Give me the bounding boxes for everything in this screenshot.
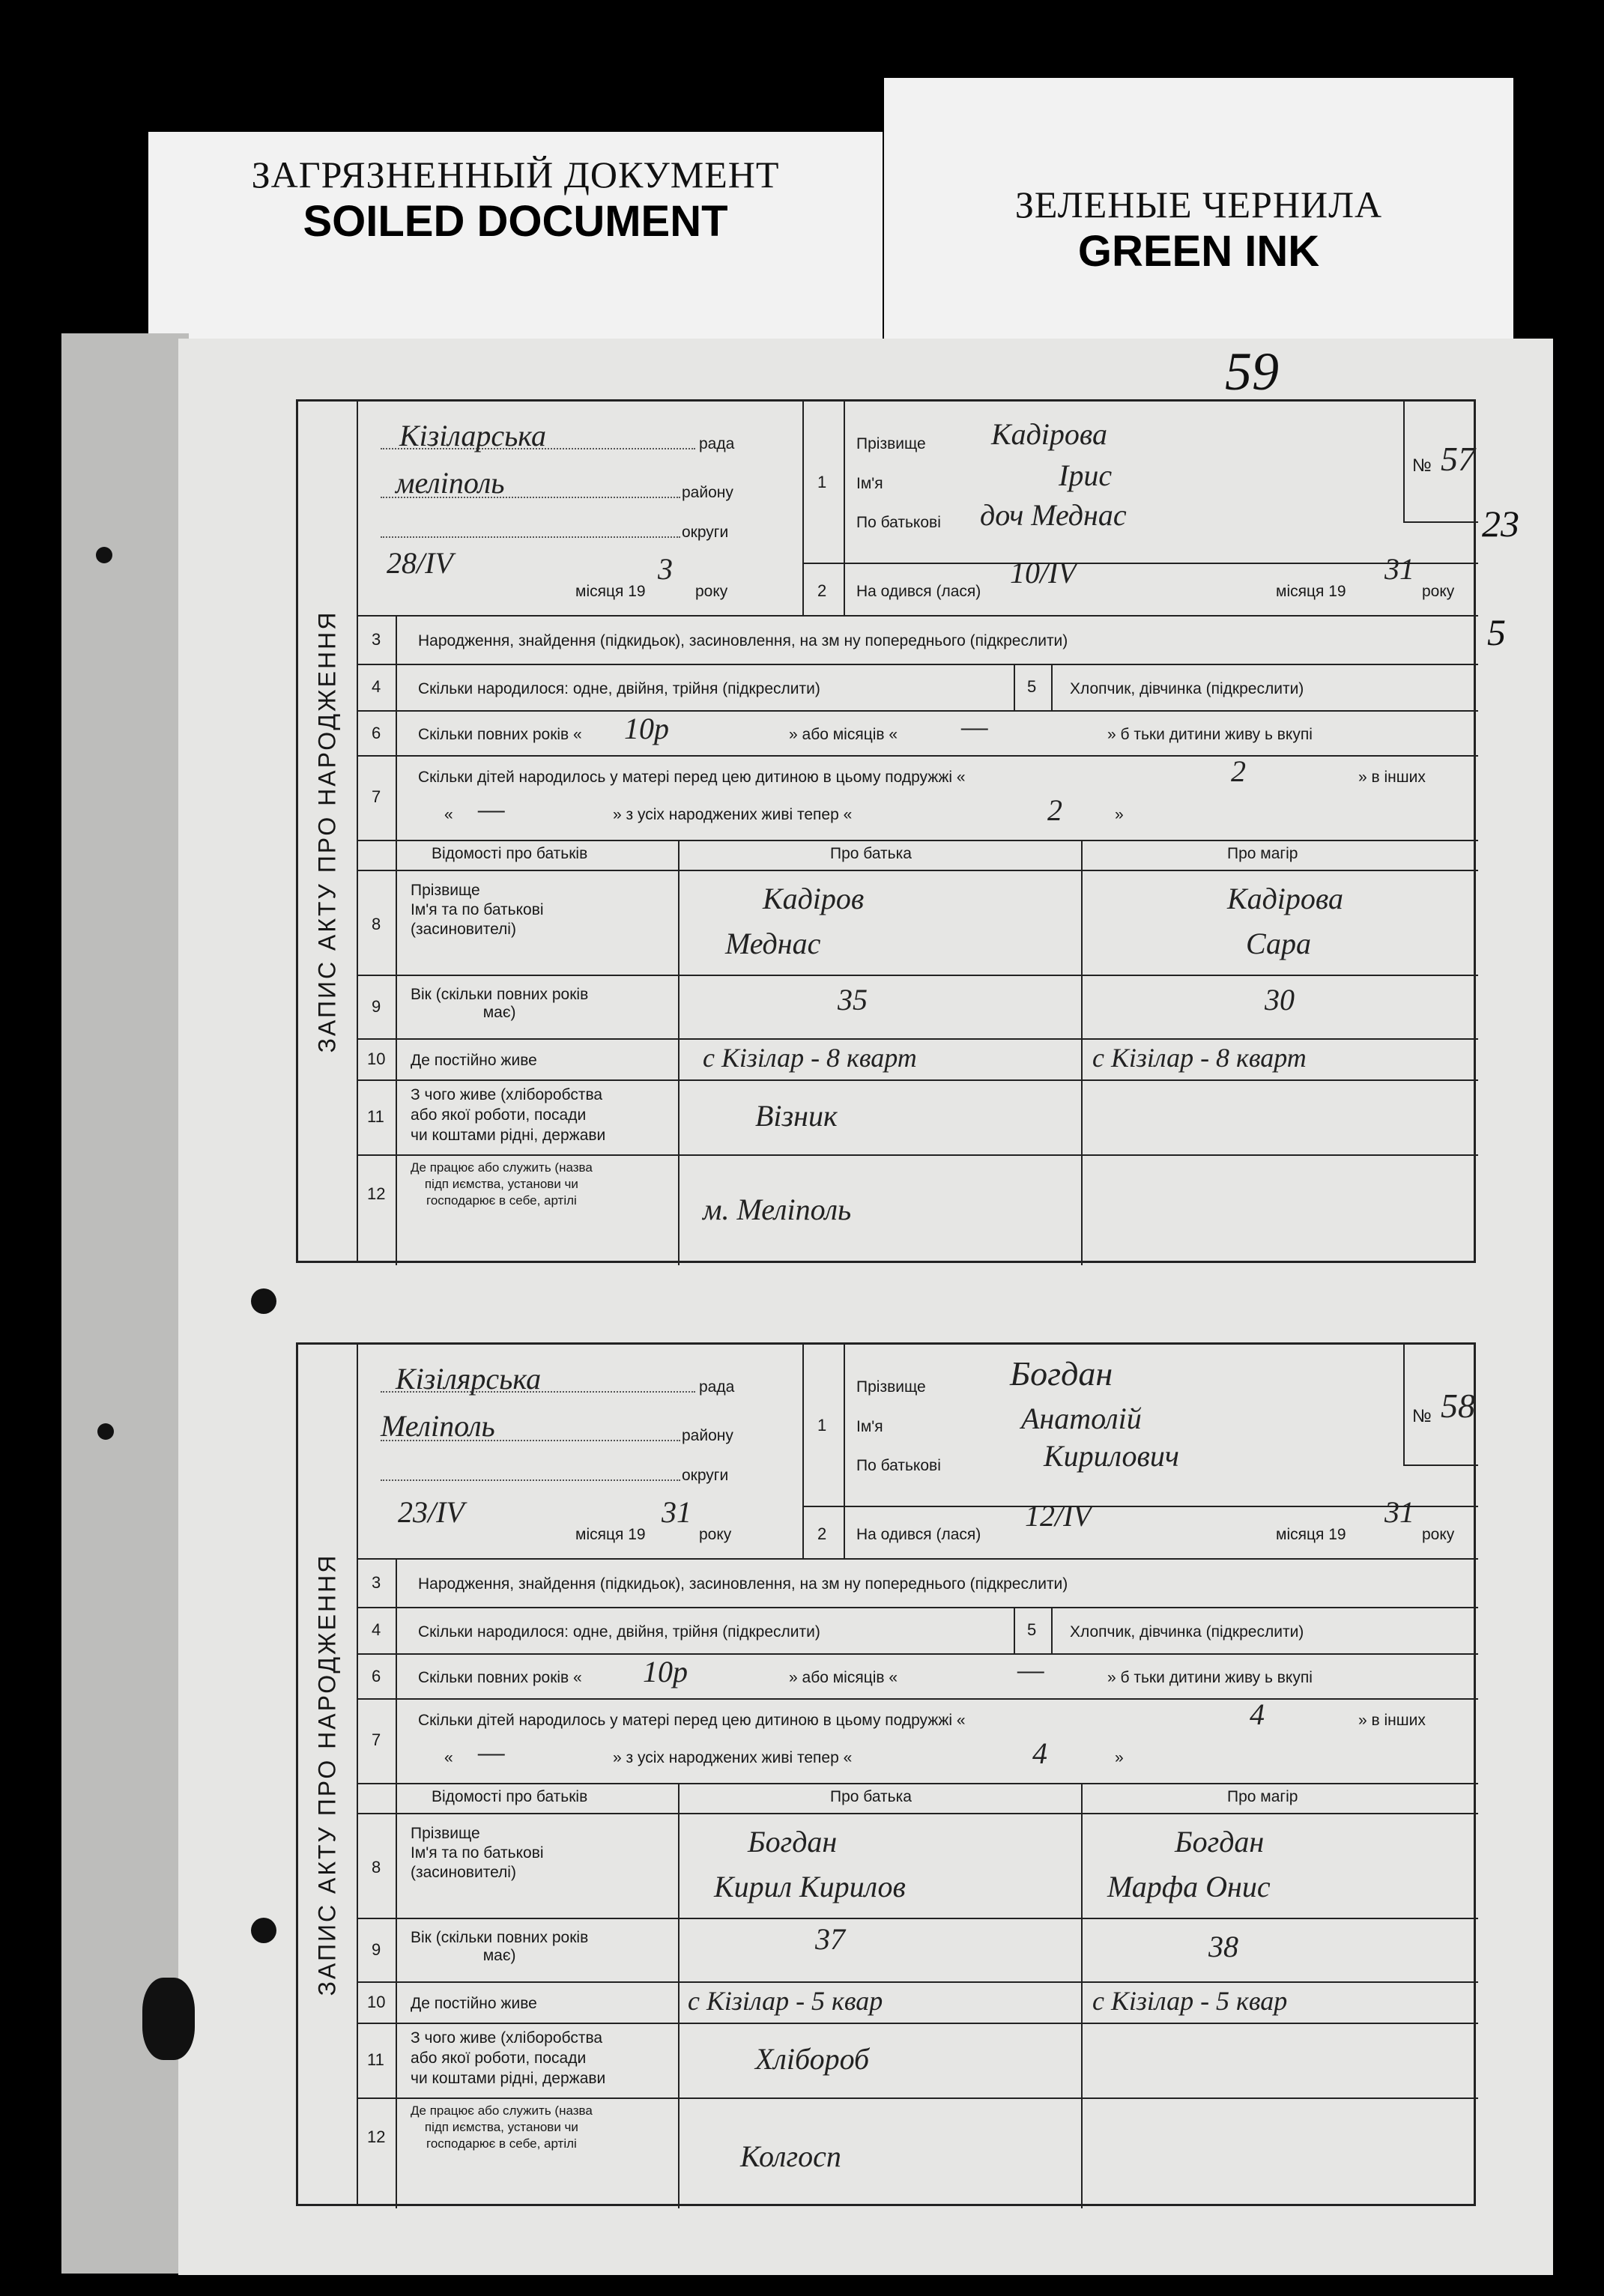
birth-year: 31 <box>1384 552 1414 586</box>
father-work: м. Меліполь <box>703 1193 852 1226</box>
months-value: — <box>1017 1653 1044 1686</box>
father-residence: с Кізілар - 5 квар <box>688 1986 883 2016</box>
soiled-label-ru: ЗАГРЯЗНЕННЫЙ ДОКУМЕНТ <box>251 154 780 196</box>
ink-stain <box>142 1978 195 2060</box>
registration-day: 23/IV <box>398 1495 464 1529</box>
soiled-label-en: SOILED DOCUMENT <box>303 197 728 246</box>
father-work: Колгосп <box>740 2139 841 2173</box>
full-years-value: 10р <box>643 1655 688 1688</box>
birth-day: 12/IV <box>1025 1499 1092 1533</box>
mother-surname: Богдан <box>1175 1825 1265 1859</box>
binding-hole <box>251 1918 276 1943</box>
child-surname: Богдан <box>1010 1354 1113 1393</box>
soiled-document-label <box>148 132 883 351</box>
full-years-value: 10р <box>624 712 669 745</box>
father-surname: Кадіров <box>763 882 865 915</box>
registration-year: 31 <box>662 1495 691 1529</box>
page-number: 59 <box>1225 342 1279 402</box>
mother-surname: Кадірова <box>1227 882 1343 915</box>
birth-year: 31 <box>1384 1495 1414 1529</box>
green-ink-label <box>884 78 1513 340</box>
record-number: 57 <box>1441 440 1475 478</box>
child-name: Анатолій <box>1021 1402 1142 1435</box>
registration-year: 3 <box>658 552 673 586</box>
father-age: 37 <box>815 1922 845 1956</box>
rada-value: Кізілярська <box>396 1362 542 1396</box>
birth-day: 10/IV <box>1010 556 1077 590</box>
child-patronymic: доч Меднас <box>980 498 1127 532</box>
children-alive-value: 4 <box>1032 1736 1047 1770</box>
record-sidebar: ЗАПИС АКТУ ПРО НАРОДЖЕННЯ <box>298 402 358 1261</box>
side-number: 5 <box>1487 611 1506 653</box>
mother-name: Марфа Онис <box>1107 1870 1271 1903</box>
father-name: Кирил Кирилов <box>714 1870 906 1903</box>
green-ink-label-ru: ЗЕЛЕНЫЕ ЧЕРНИЛА <box>1014 184 1383 225</box>
mother-age: 38 <box>1208 1930 1238 1963</box>
rada-value: Кізіларська <box>399 419 546 452</box>
months-value: — <box>961 709 988 743</box>
mother-name: Сара <box>1246 927 1311 960</box>
binding-hole <box>251 1288 276 1314</box>
rayon-value: меліполь <box>396 466 505 500</box>
child-name: Ірис <box>1059 458 1113 492</box>
child-surname: Кадірова <box>991 417 1107 451</box>
binding-hole <box>96 547 112 563</box>
record-sidebar: ЗАПИС АКТУ ПРО НАРОДЖЕННЯ <box>298 1345 358 2204</box>
mother-residence: с Кізілар - 8 кварт <box>1092 1043 1307 1073</box>
side-number: 23 <box>1482 503 1519 545</box>
children-before-value: 4 <box>1250 1697 1265 1731</box>
father-residence: с Кізілар - 8 кварт <box>703 1043 917 1073</box>
father-surname: Богдан <box>748 1825 838 1859</box>
rayon-value: Меліполь <box>381 1409 495 1443</box>
father-occupation: Візник <box>755 1099 838 1133</box>
father-name: Меднас <box>725 927 821 960</box>
children-before-value: 2 <box>1231 754 1246 788</box>
father-age: 35 <box>838 983 868 1017</box>
registration-day: 28/IV <box>387 546 453 580</box>
children-other-value: — <box>478 1735 505 1769</box>
children-alive-value: 2 <box>1047 793 1062 827</box>
record-number: 58 <box>1441 1387 1475 1425</box>
binding-hole <box>97 1423 114 1440</box>
birth-record-2: ЗАПИС АКТУ ПРО НАРОДЖЕННЯ 1 2 № 58 Кізілярська рада Меліполь району округи 23/IV місяця 19 31 року Прізвище Богдан Ім'я Анатолій По батькові Кирилович На одився (лася) 12/IV місяця 19 31 року 3 Народження, знайдення (підкидьок), засиновлення, на зм ну попереднього (підкреслити) 4 Скільки народилося: одне, двійня, трійня (підкреслити) 5 Хлопчик, дівчинка (підкреслити) 6 Скільки повних років « 10р » або місяців « — » б тьки дитини живу ь вкупі 7 Скільки дітей народилось у матері перед цею дитиною в цьому подружжі « 4 » в інших « — » з усіх народжених живі тепер « 4 » Відомості про батьків Про батька Про магір 8 Прізвище Ім'я та по батькові (засиновителі) Богдан Кирил Кирилов Богдан Марфа Онис 9 Вік (скільки повних років має) 37 38 10 Де постійно живе с Кізілар - 5 квар с Кізілар - 5 квар 11 З чого живе (хліборобства або якої роботи, посади чи коштами рідні, держави Хлібороб 12 Де працює або служить (назва підп иємства, установи чи господарює в себе, артілі Колгосп <box>296 1342 1476 2206</box>
green-ink-label-en: GREEN INK <box>1077 227 1320 276</box>
mother-age: 30 <box>1265 983 1295 1017</box>
father-occupation: Хлібороб <box>755 2042 870 2076</box>
mother-residence: с Кізілар - 5 квар <box>1092 1986 1288 2016</box>
children-other-value: — <box>478 792 505 826</box>
birth-record-1: ЗАПИС АКТУ ПРО НАРОДЖЕННЯ 1 2 № 57 Кізіларська рада меліполь району округи 28/IV місяця 19 3 року Прізвище Кадірова Ім'я Ірис По батькові доч Меднас На одився (лася) 10/IV місяця 19 31 року 3 Народження, знайдення (підкидьок), засиновлення, на зм ну попереднього (підкреслити) 4 Скільки народилося: одне, двійня, трійня (підкреслити) 5 Хлопчик, дівчинка (підкреслити) 6 Скільки повних років « 10р » або місяців « — » б тьки дитини живу ь вкупі 7 Скільки дітей народилось у матері перед цею дитиною в цьому подружжі « 2 » в інших « — » з усіх народжених живі тепер « 2 » Відомості про батьків Про батька Про магір 8 Прізвище Ім'я та по батькові (засиновителі) Кадіров Меднас Кадірова Сара 9 Вік (скільки повних років має) 35 30 10 Де постійно живе с Кізілар - 8 кварт с Кізілар - 8 кварт 11 З чого живе (хліборобства або якої роботи, посади чи коштами рідні, держави Візник 12 Де працює або служить (назва підп иємства, установи чи господарює в себе, артілі м. Меліполь <box>296 399 1476 1263</box>
child-patronymic: Кирилович <box>1044 1439 1179 1473</box>
